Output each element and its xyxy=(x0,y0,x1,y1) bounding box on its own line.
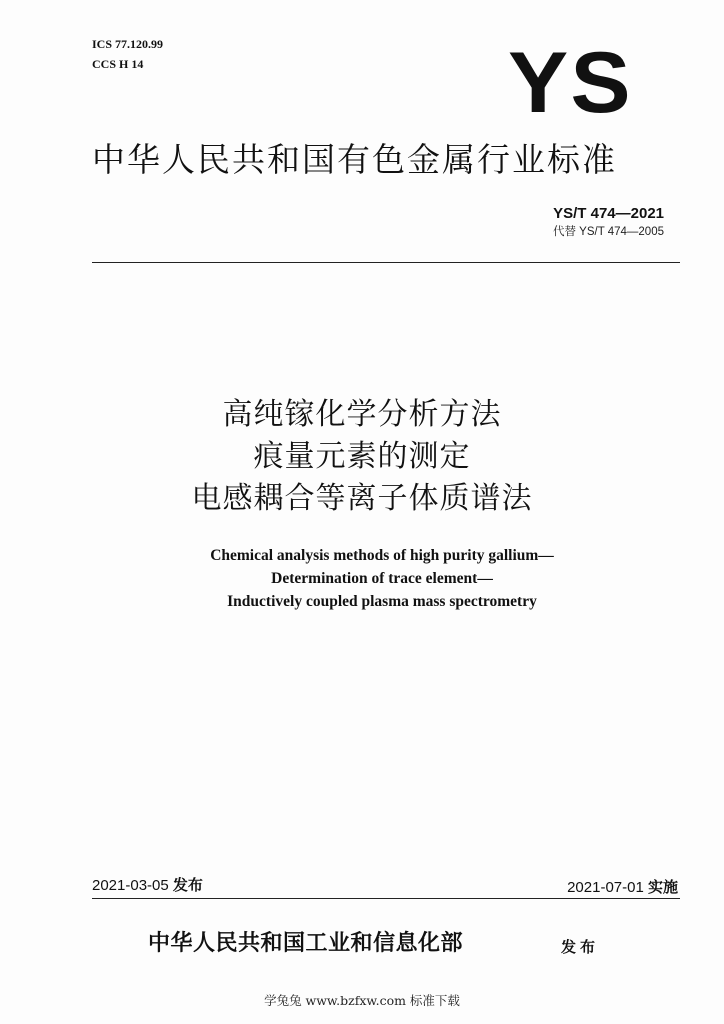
english-title-line-3: Inductively coupled plasma mass spectrometry xyxy=(227,593,537,610)
issue-date-value: 2021-03-05 xyxy=(92,877,169,894)
download-watermark: 学兔兔 www.bzfxw.com 标准下载 xyxy=(264,993,460,1008)
english-title-line-1: Chemical analysis methods of high purity gallium— xyxy=(210,547,554,564)
issue-date xyxy=(92,874,203,897)
english-title-line-2: Determination of trace element— xyxy=(271,570,493,587)
english-title xyxy=(0,544,724,613)
chinese-title-line-1: 高纯镓化学分析方法 xyxy=(222,397,502,432)
effective-date-label: 实施 xyxy=(647,878,678,896)
standard-number: YS/T 474—2021 xyxy=(553,205,664,222)
effective-date-value: 2021-07-01 xyxy=(567,879,644,896)
ics-code: ICS 77.120.99 xyxy=(92,37,164,51)
industry-standard-title: 中华人民共和国有色金属行业标准 xyxy=(92,140,617,179)
ys-logo: YS xyxy=(508,35,633,131)
chinese-title xyxy=(0,394,724,520)
classification-codes xyxy=(92,34,163,74)
issuing-action: 发布 xyxy=(561,938,600,956)
replaces-standard: 代替 YS/T 474—2005 xyxy=(552,226,664,238)
effective-date xyxy=(567,876,678,899)
chinese-title-line-2: 痕量元素的测定 xyxy=(253,439,471,474)
issue-date-label: 发布 xyxy=(172,876,203,894)
footer-divider xyxy=(92,898,680,899)
ccs-code: CCS H 14 xyxy=(92,57,144,71)
header-divider xyxy=(92,262,680,263)
chinese-title-line-3: 电感耦合等离子体质谱法 xyxy=(191,481,533,516)
issuing-authority: 中华人民共和国工业和信息化部 xyxy=(148,930,464,956)
standard-number-block xyxy=(553,204,664,240)
